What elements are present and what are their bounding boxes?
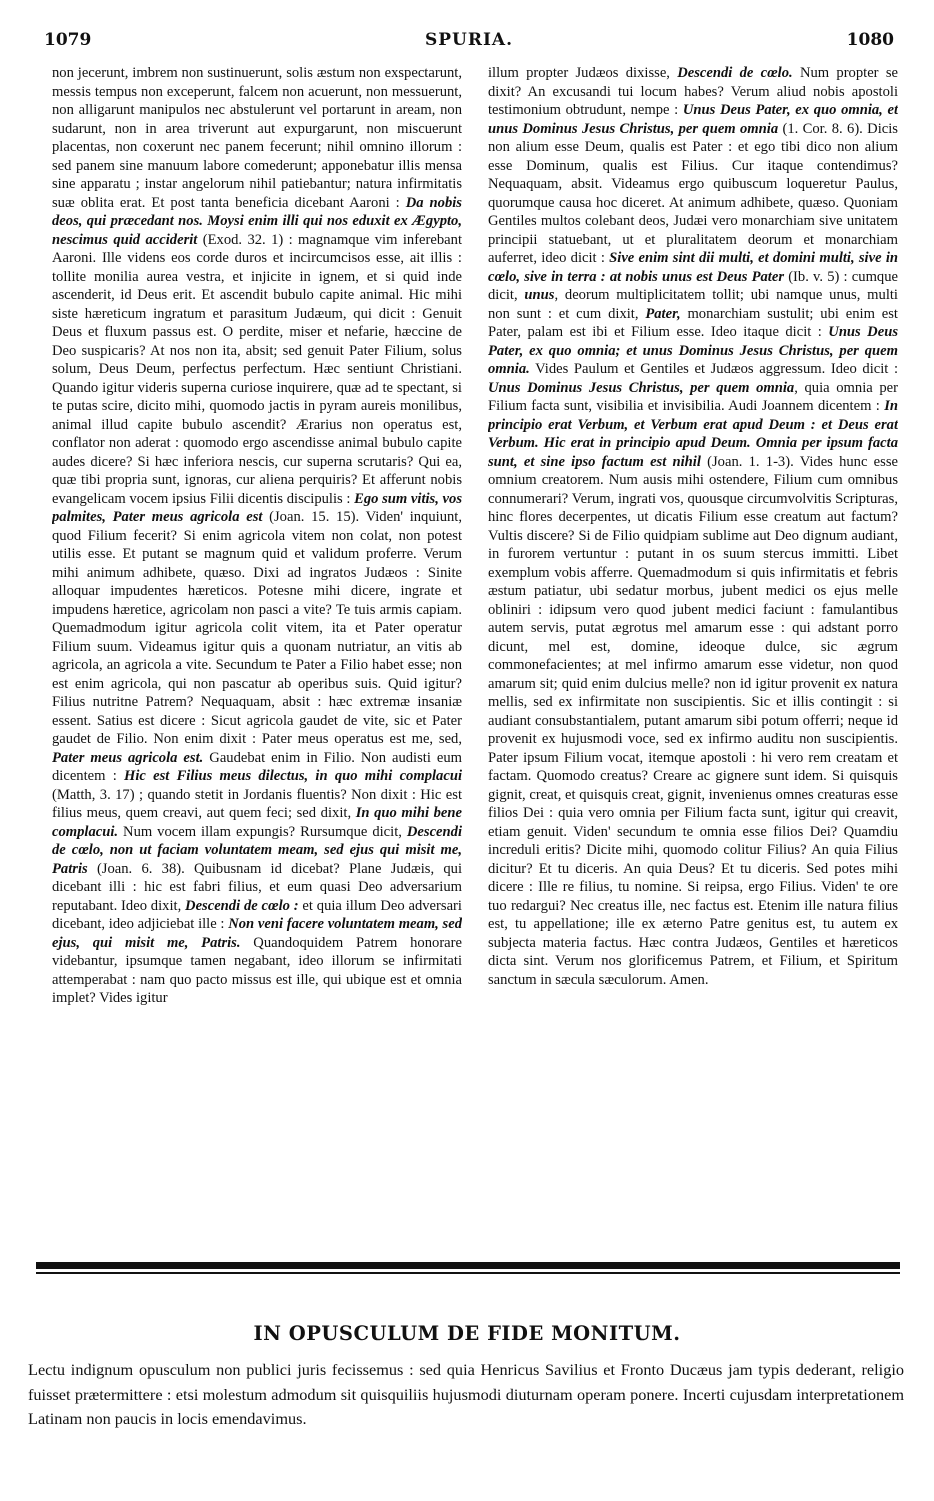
left-column-segment: Num vocem illam expungis? Rursumque dicit, [118, 823, 407, 840]
right-column-segment: illum propter Judæos dixisse, [488, 65, 678, 81]
right-column-segment: Unus Deus Pater, ex quo omnia, et unus Dominus Jesus Christus, per quem omnia [488, 102, 898, 137]
left-column-segment: Pater meus agricola est. [52, 749, 204, 766]
right-column-segment: monarchiam sustulit; ubi enim est Pater, palam est ibi et Filium esse. Ideo itaque dicit : [488, 305, 898, 340]
left-column-segment: Non veni facere voluntatem meam, sed ejus, qui misit me, Patris. [52, 916, 462, 951]
thin-rule [36, 1272, 900, 1274]
left-column-segment: Da nobis deos, qui præcedant nos. Moysi enim illi qui nos eduxit ex Ægypto, nescimus quid acciderit [52, 194, 462, 248]
right-column-segment: (1. Cor. 8. 6). Dicis non alium esse Deum, qualis est Pater : et ego tibi dico non alium esse Dominum, qualis est Filius. Cur itaque contendimus? Nequaquam, absit. Videamus ergo quibuscum loqueretur Paulus, quorumque causa hoc diceret. At animum adhibete, quæso. Quoniam Gentiles multos colebant deos, Judæi vero monarchiam sive unitatem principii statuebant, ut et pluralitatem deorum et monarchiam auferret, ideo dicit : [488, 120, 898, 266]
monitum-heading: IN OPUSCULUM DE FIDE MONITUM. [253, 1322, 681, 1345]
left-column-segment: (Matth, 3. 17) ; quando stetit in Jordanis fluentis? Non dixit : Hic est filius meus, quem creavi, aut quem feci; sed dixit, [52, 786, 462, 821]
right-column-segment: Unus Dominus Jesus Christus, per quem omnia [488, 379, 795, 396]
two-column-body [52, 64, 898, 1236]
left-column-segment: non jecerunt, imbrem non sustinuerunt, solis æstum non exspectarunt, messis tempus non exceperunt, falcem non acuerunt, non messuerunt, non alligarunt manipulos nec abstulerunt vel portarunt in aream, non sudarunt, non in area triverunt aut expurgarunt, non miscuerunt placentas, non coxerunt nec panem fecerunt; nihil omnino illorum : sed panem sine manuum labore comederunt; apponebatur illis mensa sine apparatu ; instar angelorum nihil patiebantur; natura infirmitatis suæ oblita erat. Et post tanta beneficia dicebant Aaroni : [52, 65, 462, 211]
left-column-segment: Descendi de cœlo : [185, 897, 299, 914]
right-column-segment: , deorum multiplicitatem tollit; ubi namque unus, multi non sunt : et cum dixit, [488, 287, 898, 322]
page-number-left: 1079 [44, 30, 92, 50]
left-column-segment: (Joan. 6. 38). Quibusnam id dicebat? Plane Judæis, qui dicebant illi : hic est fabri filius, et eum quasi Deo adversarium reputabant. Ideo dixit, [52, 860, 462, 914]
right-column-segment: Descendi de cœlo. [677, 65, 793, 81]
right-column-segment: In principio erat Verbum, et Verbum erat apud Deum : et Deus erat Verbum. Hic erat in principio apud Deum. Omnia per ipsum facta sunt, et sine ipso factum est nihil [488, 398, 898, 470]
left-column-segment: et quia illum Deo adversari dicebant, ideo adjiciebat ille : [52, 897, 462, 932]
running-header [44, 30, 894, 56]
right-column-segment: unus [524, 287, 555, 303]
right-column-segment: Unus Deus Pater, ex quo omnia; et unus Dominus Jesus Christus, per quem omnia. [488, 324, 898, 377]
double-rule-divider [36, 1262, 900, 1276]
page-number-right: 1080 [846, 30, 894, 50]
right-column-segment: Pater, [645, 305, 681, 322]
right-column-segment: (Ib. v. 5) : cumque dicit, [488, 268, 898, 303]
left-column-segment: Quandoquidem Patrem honorare videbantur, ipsumque tamen negabant, ideo illorum se infirmitati attemperabat : nam quo pacto missus est ille, qui ubique est et omnia implet? Vides igitur [52, 934, 462, 1006]
thick-rule [36, 1262, 900, 1269]
right-column-segment: Vides Paulum et Gentiles et Judæos aggressum. Ideo dicit : [529, 361, 898, 377]
running-title: SPURIA. [424, 30, 514, 50]
left-column [52, 64, 462, 1236]
right-column-segment: Sive enim sint dii multi, et domini multi, sive in cœlo, sive in terra : at nobis unus est Deus Pater [488, 250, 898, 285]
left-column-segment: Gaudebat enim in Filio. Non audisti eum dicentem : [52, 749, 462, 784]
left-column-text [52, 64, 462, 1008]
right-column-text [488, 64, 898, 989]
monitum-paragraph: Lectu indignum opusculum non publici juris fecissemus : sed quia Henricus Savilius et Fronto Ducæus jam typis dederant, religio fuisset prætermittere : etsi molestum admodum sit quisquiliis hujusmodi diuturnam operam ponere. Incerti cujusdam interpretationem Latinam non paucis in locis emendavimus. [28, 1360, 904, 1428]
right-column-segment: (Joan. 1. 1-3). Vides hunc esse omnium creatorem. Num ausis mihi ostendere, Filium cum omnibus connumerari? Verum, ingrati vos, quousque circumvolvitis Scripturas, hinc flores decerpentes, ut dicatis Filium esse creatum aut factum? Vultis discere? Si de Filio quidpiam sublime aut Deo dignum audiant, in furorem vertuntur : putant in os suum stercus immitti. Libet exemplum vobis afferre. Quemadmodum si quis infirmitatis et febris æstum patiatur, ubi sedatur morbus, jubent medici os ejus melle obliniri : idipsum vero quod jubent medici faciunt : famulantibus autem servis, putat ægrotus mel amarum esse : qui adstant porro dicunt, mel est, domine, ideoque dulce, sic ægrum commonefacientes; at mel infirmo amarum esse videtur, non quod amarum sit; quid enim dulcius melle? non id igitur provenit ex natura mellis, sed ex infirmitate non suscipientis. Sic et illis contingit : si audiant consubstantialem, putant amarum sibi potum offerri; neque id provenit ex hujusmodi voce, sed ex infirmo auditu non suscipientis. Pater ipsum Filium vocat, itemque apostoli : hi vero rem creatam et factam. Quomodo creatus? Creare ac gignere sunt idem. Si quisquis gignit, creat, et quisquis creat, gignit, invenienus omnes creaturas esse filios Dei : quia vero omnia per Filium facta sunt, igitur qui creavit, etiam genuit. Viden' secundum te omnia esse filios Dei? Quamdiu increduli eritis? Dicite mihi, quomodo colitur Filius? An quia Filius dicitur? Et tu diceris. An quia Deus? Et tu diceris. Sed potes mihi dicere : Ille re filius, tu nomine. Si reipsa, ergo Filius. Viden' te ore tuo redargui? Nec creatus ille, nec factus est. Etenim ille natura filius est, tu appellatione; ille ex æterno Patre genitus est, tu autem ex subjecta materia factus. Hæc contra Judæos, Gentiles et hæreticos dicta sint. Verum nos glorificemus Patrem, et Filium, et Spiritum sanctum in sæcula sæculorum. Amen. [488, 453, 898, 988]
left-column-segment: Descendi de cœlo, non ut faciam voluntatem meam, sed ejus qui misit me, Patris [52, 823, 462, 877]
right-column-segment: , quia omnia per Filium facta sunt, visibilia et invisibilia. Audi Joannem dicentem : [488, 379, 898, 414]
left-column-segment: (Exod. 32. 1) : magnamque vim inferebant Aaroni. Ille videns eos corde duros et incircumcisos esse, ait illis : tollite monilia aurea vestra, et injicite in ignem, et si quid inde ascenderit, id Deus erit. Et ascendit bubulo capite animal. Hic mihi siste hæreticum ingratum et parasitum Judæum, qui dicit : Genuit Deus et fluxum passus est. O perdite, miser et nefarie, hæccine de Deo suspicaris? At nos non ita, absit; sed genuit Pater Filium, solus solum, Deus Deum, perfectus perfectum. Hæc sentiunt Christiani. Quando igitur videris superna curiose inquirere, quæ ad te spectant, si te putas scire, dicito mihi, quomodo jactis in pyram aureis monilibus, animal illud capite bubulo ascendit? Ærarius non operatus est, conflator non aderat : quomodo ergo ascendisse animal bubulo capite audes dicere? Si hæc inferiora nescis, cur superna scrutaris? Qui ea, quæ tibi propria sunt, ignoras, cur aliena perquiris? Et afferunt nobis evangelicam vocem ipsius Filii dicentis discipulis : [52, 231, 462, 507]
left-column-segment: (Joan. 15. 15). Viden' inquiunt, quod Filium fecerit? Si enim agricola vitem non colat, non potest utilis esse. Et putant se magnum quid et validum proferre. Verum mihi animum adhibete, quæso. Dixi ad ingratos Judæos : Sinite alloquar impudentes hæreticos. Potesne mihi dicere, ingrate et impudens hæretice, agricolam non pasci a vite? Te tuis armis capiam. Quemadmodum igitur agricola colit vitem, ita et Pater operatur Filium suum. Videamus igitur quis a quonam nutriatur, an vitis ab agricola, an agricola a vite. Secundum te Pater a Filio habet esse; non est enim agricola, qui non pascatur ab operibus suis. Quid igitur? Filius nutritne Patrem? Nequaquam, absit : hæc extremæ insaniæ essent. Satius est dicere : Sicut agricola gaudet de vite, sic et Pater gaudet de Filio. Non enim dixit : Pater meus operatus est me, sed, [52, 509, 462, 747]
right-column [488, 64, 898, 1236]
left-column-segment: Ego sum vitis, vos palmites, Pater meus agricola est [52, 490, 462, 525]
left-column-segment: In quo mihi bene complacui. [52, 805, 462, 840]
left-column-segment: Hic est Filius meus dilectus, in quo mihi complacui [124, 768, 462, 784]
right-column-segment: Num propter se dixit? An excusandi tui locum habes? Verum aliud nobis apostoli testimonium obtrudunt, nempe : [488, 65, 898, 118]
